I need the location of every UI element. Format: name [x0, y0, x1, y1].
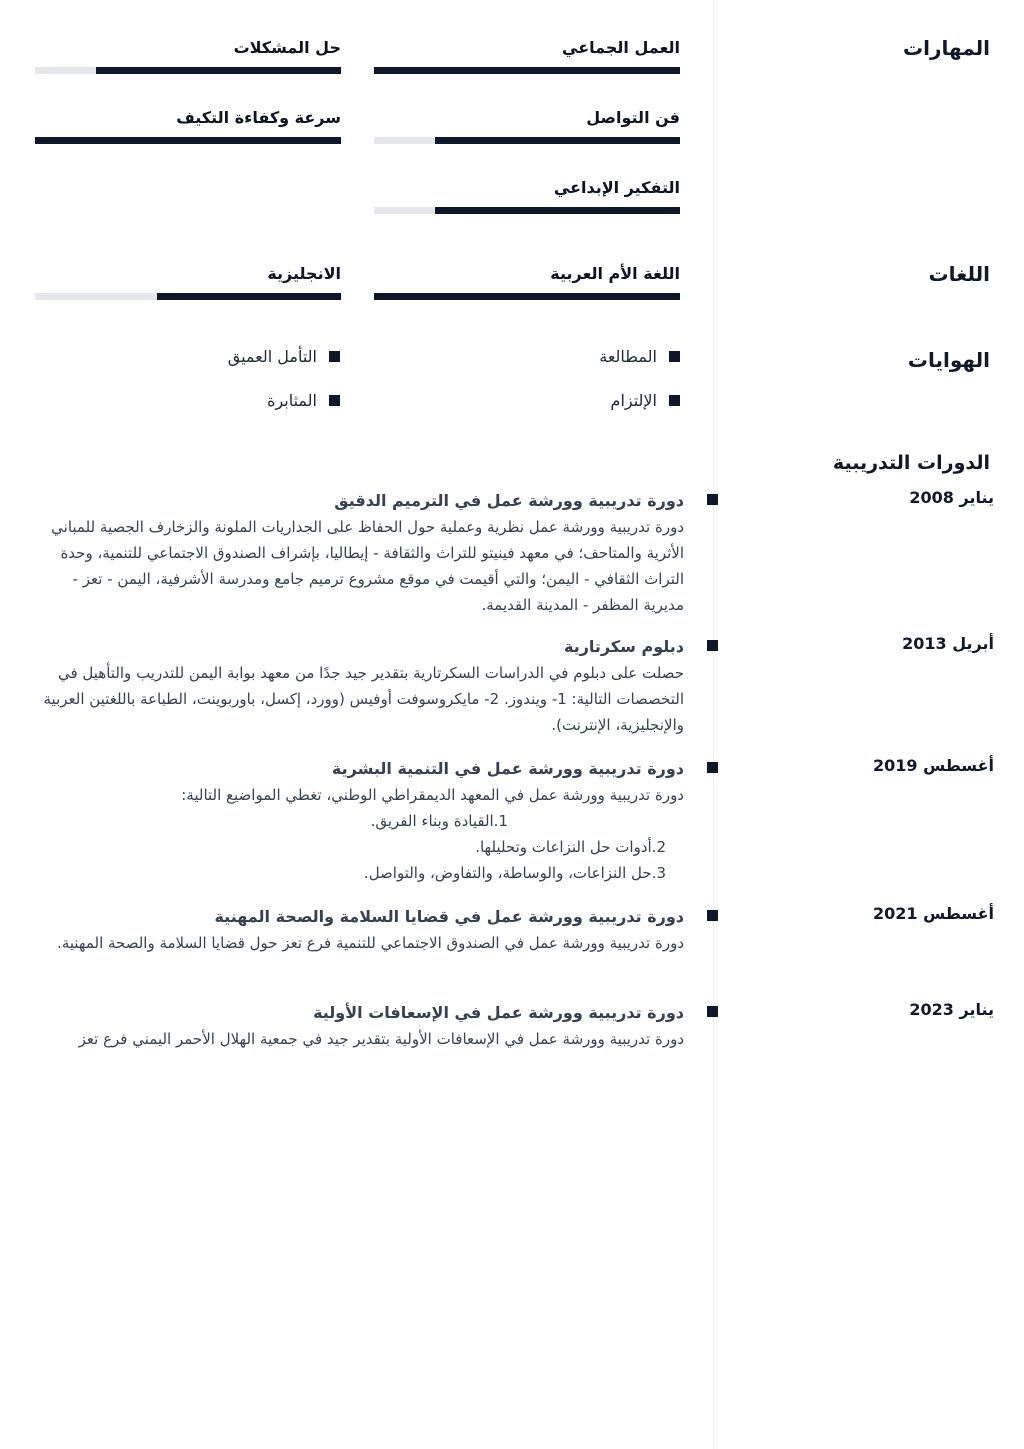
course-description-line: حصلت على دبلوم في الدراسات السكرتارية بتقدير جيد جدًا من معهد بوابة اليمن للتدريب والتأهيل في التخصصات التالية: 1- ويندوز. 2- مايكروسوفت أوفيس (وورد، إكسل، باوربوينت، الطباعة باللغتين العربية والإنجليزية، الإنترنت). — [43, 664, 684, 734]
course-date: يناير 2008 — [909, 488, 994, 507]
course-description — [34, 1026, 684, 1052]
skill-level-bar — [374, 137, 680, 144]
skill-item — [374, 178, 680, 218]
skill-name: التفكير الإبداعي — [553, 178, 680, 197]
courses-section-title: الدورات التدريبية — [832, 452, 990, 474]
course-date: يناير 2023 — [909, 1000, 994, 1019]
course-description — [34, 514, 684, 618]
course-title: دبلوم سكرتارية — [563, 637, 684, 656]
bullet-square-icon — [707, 640, 718, 651]
skill-level-bar — [35, 137, 341, 144]
language-name: اللغة الأم العربية — [550, 264, 680, 283]
language-level-bar — [35, 293, 341, 300]
skill-level-bar — [374, 67, 680, 74]
bullet-square-icon — [329, 395, 340, 406]
course-description — [34, 930, 684, 956]
course-title: دورة تدريبية وورشة عمل في الإسعافات الأولية — [313, 1003, 684, 1022]
skill-level-fill — [96, 67, 341, 74]
course-description — [34, 782, 684, 886]
bullet-square-icon — [707, 494, 718, 505]
skill-level-bar — [35, 67, 341, 74]
course-title: دورة تدريبية وورشة عمل في قضايا السلامة والصحة المهنية — [214, 907, 684, 926]
hobby-label: المطالعة — [599, 347, 657, 366]
course-description-line: دورة تدريبية وورشة عمل نظرية وعملية حول الحفاظ على الجداريات الملونة والزخارف الجصية للمباني الأثرية والمتاحف؛ في معهد فينيتو للتراث والثقافة - إيطاليا، بإشراف الصندوق الاجتماعي للتنمية، وحدة التراث الثقافي - اليمن؛ والتي أقيمت في موقع مشروع ترميم جامع ومدرسة الأشرفية، اليمن - تعز - مديرية المظفر - المدينة القديمة. — [51, 518, 684, 614]
hobby-item — [267, 391, 340, 410]
bullet-square-icon — [707, 1006, 718, 1017]
course-date: أغسطس 2019 — [873, 756, 994, 775]
course-description-line: دورة تدريبية وورشة عمل في الصندوق الاجتماعي للتنمية فرع تعز حول قضايا السلامة والصحة المهنية. — [57, 934, 684, 952]
column-divider — [713, 0, 714, 1449]
bullet-square-icon — [707, 910, 718, 921]
languages-section-title: اللغات — [928, 262, 990, 286]
hobby-item — [611, 391, 680, 410]
skill-item — [35, 108, 341, 148]
skill-level-bar — [374, 207, 680, 214]
skill-level-fill — [435, 207, 680, 214]
hobby-label: المثابرة — [267, 391, 317, 410]
course-date: أغسطس 2021 — [873, 904, 994, 923]
bullet-square-icon — [669, 395, 680, 406]
course-description-line: 2.أدوات حل النزاعات وتحليلها. — [475, 838, 666, 856]
course-date: أبريل 2013 — [902, 634, 994, 653]
course-description — [34, 660, 684, 738]
hobby-label: التأمل العميق — [227, 347, 317, 366]
hobbies-section-title: الهوايات — [907, 348, 990, 372]
skills-section-title: المهارات — [903, 36, 990, 60]
course-description-line: 3.حل النزاعات، والوساطة، والتفاوض، والتواصل. — [363, 864, 666, 882]
hobby-label: الإلتزام — [610, 391, 657, 410]
course-description-line: 1.القيادة وبناء الفريق. — [370, 812, 508, 830]
skill-name: حل المشكلات — [233, 38, 341, 57]
bullet-square-icon — [707, 762, 718, 773]
course-description-line: دورة تدريبية وورشة عمل في الإسعافات الأولية بتقدير جيد في جمعية الهلال الأحمر اليمني فرع تعز — [78, 1030, 684, 1048]
bullet-square-icon — [669, 351, 680, 362]
skill-item — [35, 38, 341, 78]
course-description-line: دورة تدريبية وورشة عمل في المعهد الديمقراطي الوطني، تغطي المواضيع التالية: — [181, 786, 684, 804]
language-level-bar — [374, 293, 680, 300]
language-level-fill — [157, 293, 341, 300]
skill-name: سرعة وكفاءة التكيف — [176, 108, 341, 127]
skill-name: فن التواصل — [586, 108, 680, 127]
skill-item — [374, 108, 680, 148]
language-level-fill — [374, 293, 680, 300]
hobby-item — [599, 347, 680, 366]
course-title: دورة تدريبية وورشة عمل في الترميم الدقيق — [334, 491, 684, 510]
language-item — [374, 264, 680, 304]
language-item — [35, 264, 341, 304]
language-name: الانجليزية — [267, 264, 341, 283]
skill-level-fill — [35, 137, 341, 144]
course-title: دورة تدريبية وورشة عمل في التنمية البشرية — [331, 759, 684, 778]
bullet-square-icon — [329, 351, 340, 362]
hobby-item — [228, 347, 340, 366]
skill-name: العمل الجماعي — [562, 38, 680, 57]
skill-item — [374, 38, 680, 78]
skill-level-fill — [374, 67, 680, 74]
skill-level-fill — [435, 137, 680, 144]
